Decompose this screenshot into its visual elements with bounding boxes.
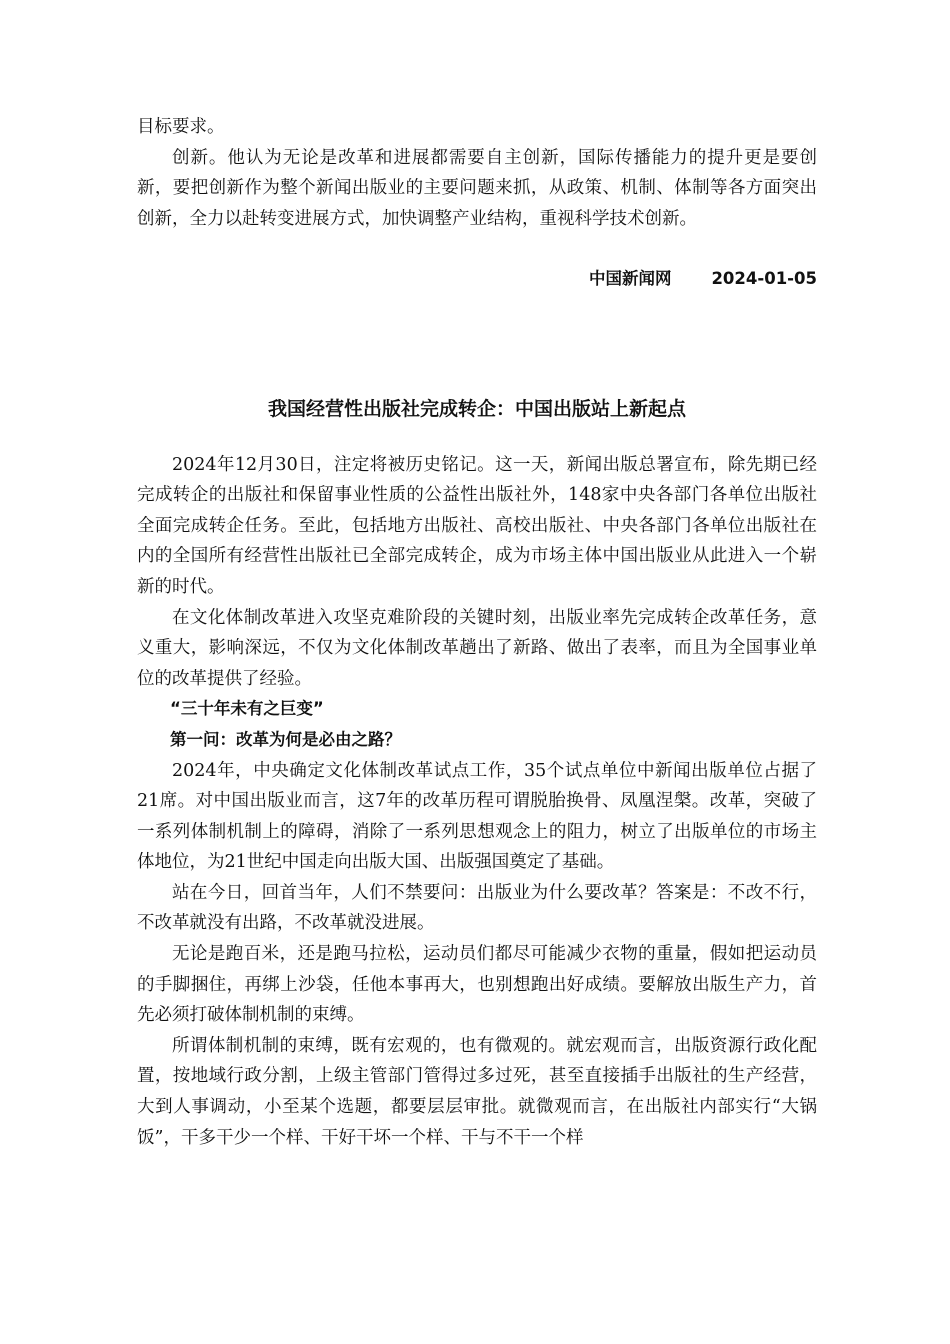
body-paragraph-2: 在文化体制改革进入攻坚克难阶段的关键时刻，出版业率先完成转企改革任务，意义重大，影响深远，不仅为文化体制改革趟出了新路、做出了表率，而且为全国事业单位的改革提供了经验。: [137, 607, 817, 689]
source-name: 中国新闻网: [588, 269, 672, 289]
source-date: 2024-01-05: [711, 269, 817, 289]
document-page: [137, 112, 817, 1153]
body-paragraph-4: 站在今日，回首当年，人们不禁要问：出版业为什么要改革？答案是：不改不行，不改革就没有出路，不改革就没进展。: [137, 882, 817, 934]
body-paragraph-1: 2024年12月30日，注定将被历史铭记。这一天，新闻出版总署宣布，除先期已经完成转企的出版社和保留事业性质的公益性出版社外，148家中央各部门各单位出版社全面完成转企任务。至此，包括地方出版社、高校出版社、中央各部门各单位出版社在内的全国所有经营性出版社已全部完成转企，成为市场主体中国出版业从此进入一个崭新的时代。: [137, 454, 817, 597]
question-heading: 第一问：改革为何是必由之路？: [170, 729, 401, 749]
body-paragraph-3: 2024年，中央确定文化体制改革试点工作，35个试点单位中新闻出版单位占据了21席。对中国出版业而言，这7年的改革历程可谓脱胎换骨、凤凰涅槃。改革，突破了一系列体制机制上的障碍，消除了一系列思想观念上的阻力，树立了出版单位的市场主体地位，为21世纪中国走向出版大国、出版强国奠定了基础。: [137, 760, 817, 873]
paragraph-tail: 目标要求。: [137, 117, 225, 137]
section-heading: “三十年未有之巨变”: [170, 699, 324, 719]
body-paragraph-6: 所谓体制机制的束缚，既有宏观的，也有微观的。就宏观而言，出版资源行政化配置，按地域行政分割，上级主管部门管得过多过死，甚至直接插手出版社的生产经营，大到人事调动，小至某个选题，都要层层审批。就微观而言，在出版社内部实行“大锅饭”，干多干少一个样、干好干坏一个样、干与不干一个样: [137, 1035, 817, 1148]
article-title: 我国经营性出版社完成转企：中国出版站上新起点: [267, 397, 686, 420]
body-paragraph-5: 无论是跑百米，还是跑马拉松，运动员们都尽可能减少衣物的重量，假如把运动员的手脚捆住，再绑上沙袋，任他本事再大，也别想跑出好成绩。要解放出版生产力，首先必须打破体制机制的束缚。: [137, 944, 817, 1026]
paragraph-innovation: 创新。他认为无论是改革和进展都需要自主创新，国际传播能力的提升更是要创新，要把创新作为整个新闻出版业的主要问题来抓，从政策、机制、体制等各方面突出创新，全力以赴转变进展方式，加快调整产业结构，重视科学技术创新。: [137, 147, 817, 229]
source-line: [137, 264, 817, 295]
